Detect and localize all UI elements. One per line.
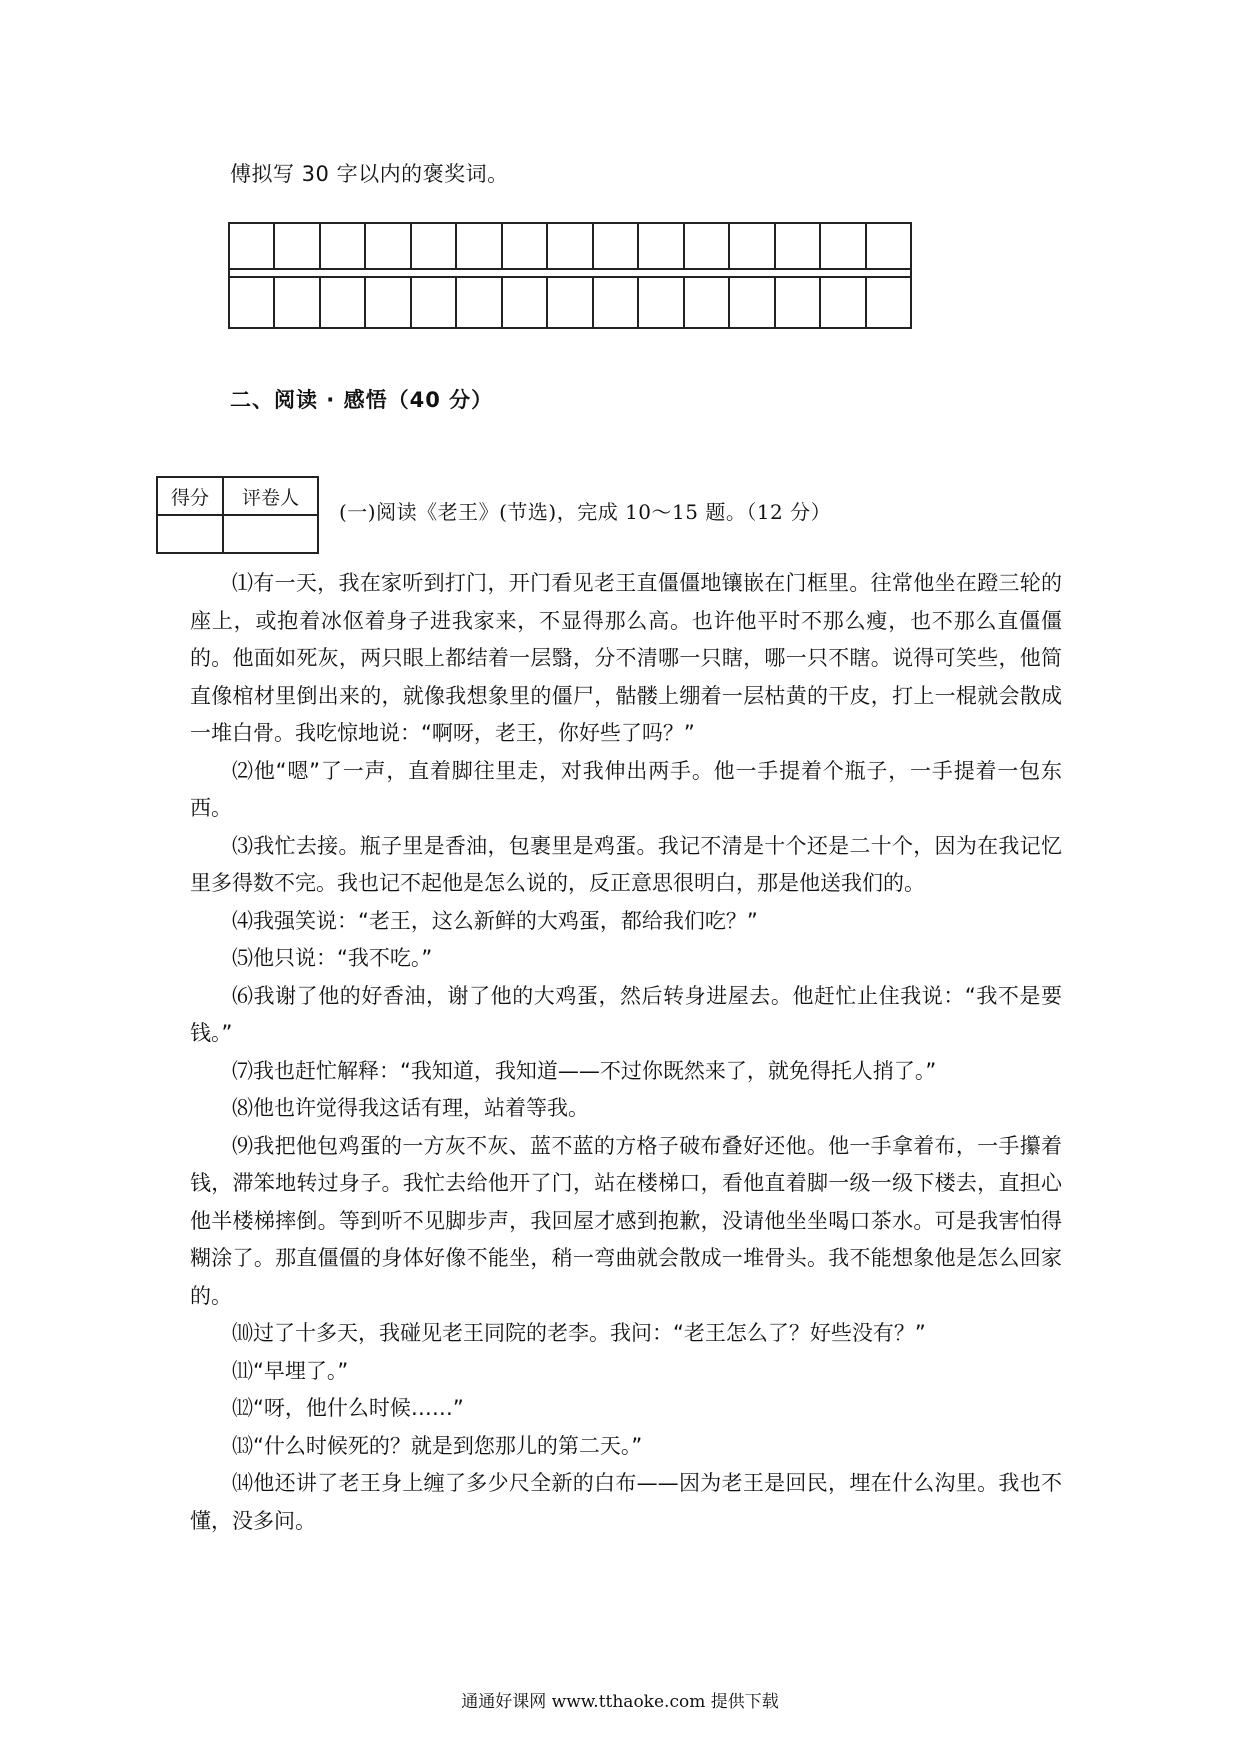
writing-grid-cell[interactable] <box>730 224 775 268</box>
writing-grid-cell[interactable] <box>321 278 366 329</box>
writing-grid-cell[interactable] <box>685 278 730 329</box>
writing-grid-cell[interactable] <box>412 224 457 268</box>
writing-grid-cell[interactable] <box>639 278 684 329</box>
passage-paragraph: ⒁他还讲了老王身上缠了多少尺全新的白布——因为老王是回民，埋在什么沟里。我也不懂，没多问。 <box>190 1471 1062 1533</box>
writing-grid-cell[interactable] <box>548 224 593 268</box>
writing-grid-cell[interactable] <box>594 224 639 268</box>
writing-grid-cell[interactable] <box>821 224 866 268</box>
writing-grid-cell[interactable] <box>639 224 684 268</box>
writing-grid-cell[interactable] <box>230 278 275 329</box>
score-table <box>156 476 319 554</box>
passage-paragraph: ⑽过了十多天，我碰见老王同院的老李。我问：“老王怎么了？好些没有？” <box>232 1321 926 1345</box>
passage-paragraph: ⒀“什么时候死的？就是到您那儿的第二天。” <box>232 1433 643 1458</box>
writing-grid-cell[interactable] <box>776 224 821 268</box>
passage-paragraph: ⑾“早埋了。” <box>232 1358 349 1383</box>
writing-grid <box>228 222 912 329</box>
writing-grid-cell[interactable] <box>321 224 366 268</box>
writing-grid-cell[interactable] <box>503 224 548 268</box>
writing-grid-cell[interactable] <box>457 224 502 268</box>
passage-paragraph: ⑻他也许觉得我这话有理，站着等我。 <box>232 1096 589 1120</box>
writing-grid-cell[interactable] <box>867 278 910 329</box>
passage-paragraph: ⑹我谢了他的好香油，谢了他的大鸡蛋，然后转身进屋去。他赶忙止住我说：“我不是要钱。” <box>190 983 1062 1045</box>
writing-grid-cell[interactable] <box>230 224 275 268</box>
writing-grid-cell[interactable] <box>685 224 730 268</box>
writing-grid-cell[interactable] <box>730 278 775 329</box>
grader-header: 评卷人 <box>223 477 318 515</box>
writing-grid-cell[interactable] <box>275 278 320 329</box>
score-header: 得分 <box>157 477 223 515</box>
passage-paragraph: ⑵他“嗯”了一声，直着脚往里走，对我伸出两手。他一手提着个瓶子，一手提着一包东西。 <box>190 758 1062 820</box>
writing-grid-cell[interactable] <box>503 278 548 329</box>
score-cell[interactable] <box>157 515 223 553</box>
passage-paragraph: ⑶我忙去接。瓶子里是香油，包裹里是鸡蛋。我记不清是十个还是二十个，因为在我记忆里多得数不完。我也记不起他是怎么说的，反正意思很明白，那是他送我们的。 <box>190 833 1062 895</box>
writing-grid-cell[interactable] <box>275 224 320 268</box>
section-heading: 二、阅读 · 感悟（40 分） <box>230 388 494 412</box>
writing-grid-cell[interactable] <box>821 278 866 329</box>
passage-paragraph: ⑼我把他包鸡蛋的一方灰不灰、蓝不蓝的方格子破布叠好还他。他一手拿着布，一手攥着钱，滞笨地转过身子。我忙去给他开了门，站在楼梯口，看他直着脚一级一级下楼去，直担心他半楼梯摔倒。等到听不见脚步声，我回屋才感到抱歉，没请他坐坐喝口茶水。可是我害怕得糊涂了。那直僵僵的身体好像不能坐，稍一弯曲就会散成一堆骨头。我不能想象他是怎么回家的。 <box>190 1133 1062 1308</box>
reading-task-instruction: (一)阅读《老王》(节选)，完成 10～15 题。（12 分） <box>339 500 832 524</box>
writing-grid-row-2 <box>230 276 910 329</box>
writing-grid-cell[interactable] <box>366 224 411 268</box>
passage-paragraph: ⑴有一天，我在家听到打门，开门看见老王直僵僵地镶嵌在门框里。往常他坐在蹬三轮的座上，或抱着冰伛着身子进我家来，不显得那么高。也许他平时不那么瘦，也不那么直僵僵的。他面如死灰，两只眼上都结着一层翳，分不清哪一只瞎，哪一只不瞎。说得可笑些，他简直像棺材里倒出来的，就像我想象里的僵尸，骷髅上绷着一层枯黄的干皮，打上一棍就会散成一堆白骨。我吃惊地说：“啊呀，老王，你好些了吗？” <box>190 571 1062 745</box>
writing-grid-cell[interactable] <box>867 224 910 268</box>
writing-grid-cell[interactable] <box>548 278 593 329</box>
writing-grid-cell[interactable] <box>412 278 457 329</box>
essay-prompt-line: 傅拟写 30 字以内的褒奖词。 <box>230 162 509 186</box>
grader-cell[interactable] <box>223 515 318 553</box>
passage-paragraph: ⑿“呀，他什么时候……” <box>232 1396 464 1420</box>
writing-grid-cell[interactable] <box>457 278 502 329</box>
page-footer: 通通好课网 www.tthaoke.com 提供下载 <box>461 1692 779 1712</box>
passage-paragraph: ⑸他只说：“我不吃。” <box>232 946 433 970</box>
passage-paragraph: ⑷我强笑说：“老王，这么新鲜的大鸡蛋，都给我们吃？” <box>232 908 758 933</box>
passage-paragraph: ⑺我也赶忙解释：“我知道，我知道——不过你既然来了，就免得托人捎了。” <box>232 1058 937 1083</box>
writing-grid-cell[interactable] <box>366 278 411 329</box>
reading-passage <box>190 565 1062 1540</box>
writing-grid-cell[interactable] <box>776 278 821 329</box>
writing-grid-row-1 <box>230 224 910 270</box>
writing-grid-cell[interactable] <box>594 278 639 329</box>
